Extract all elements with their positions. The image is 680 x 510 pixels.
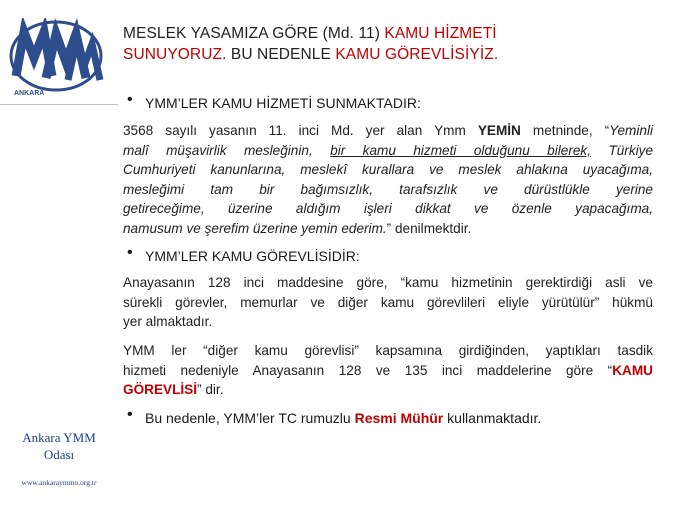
text-italic: getireceğime, üzerine aldığım işleri dikkat ve özenle yapacağıma, [123, 201, 653, 217]
title-part: . BU NEDENLE [222, 46, 336, 63]
bullet-dot-icon: • [127, 244, 133, 261]
title-highlight: KAMU GÖREVLİSİYİZ. [335, 46, 499, 63]
text-italic: namusum ve şerefim üzerine yemin ederim. [123, 220, 387, 236]
ymm-logo [6, 18, 106, 100]
text-italic: mesleğimi tam bir bağımsızlık, tarafsızlık ve dürüstlükle yerine [123, 181, 653, 197]
text-italic: Cumhuriyeti kanunlarına, meslekî kurallara ve meslek ahlakına uyacağıma, [123, 162, 653, 178]
text-span: ” dir. [197, 382, 224, 398]
slide-title [123, 23, 655, 65]
text-line: Anayasanın 128 inci maddesine göre, “kamu hizmetinin gerektirdiği asli ve [123, 275, 653, 290]
text-italic: Türkiye [591, 142, 654, 158]
paragraph-public-officer [123, 341, 653, 400]
sidebar [0, 0, 118, 510]
text-line: sürekli görevler, memurlar ve diğer kamu görevlileri eliyle yürütülür” hükmü [123, 294, 653, 310]
bullet-dot-icon: • [127, 91, 133, 108]
bullet-3-text [145, 409, 541, 427]
bullet-2-text: YMM’LER KAMU GÖREVLİSİDİR: [145, 248, 360, 264]
title-part: MESLEK YASAMIZA GÖRE (Md. 11) [123, 25, 385, 42]
org-name-line1: Ankara YMM [22, 430, 96, 445]
text-italic: malî müşavirlik mesleğinin, [123, 142, 331, 158]
text-span: 3568 sayılı yasanın 11. inci Md. yer alan Ymm [123, 123, 478, 138]
text-span: kullanmaktadır. [443, 410, 542, 426]
paragraph-constitution [123, 273, 653, 332]
text-italic: Yeminli [609, 123, 653, 138]
text-underlined: bir kamu hizmeti olduğunu bilerek, [330, 142, 592, 158]
text-span: metninde, “ [520, 123, 610, 138]
org-url[interactable]: www.ankaraymmo.org.tr [21, 478, 97, 487]
text-highlight: GÖREVLİSİ [123, 382, 198, 398]
text-bold: YEMİN [477, 123, 521, 138]
bullet-1-text: YMM’LER KAMU HİZMETİ SUNMAKTADIR: [145, 95, 421, 111]
divider [0, 104, 118, 105]
text-line: YMM ler “diğer kamu görevlisi” kapsamına girdiğinden, yaptıkları tasdik [123, 343, 653, 358]
text-span: Bu nedenle, YMM’ler TC rumuzlu [145, 410, 355, 426]
text-highlight: Resmi Mühür [354, 410, 444, 426]
logo-caption: ANKARA [14, 90, 45, 97]
org-name-line2: Odası [43, 447, 75, 462]
text-span: hizmeti nedeniyle Anayasanın 128 ve 135 inci maddelerine göre “ [123, 362, 613, 378]
paragraph-oath [123, 121, 653, 239]
title-highlight: SUNUYORUZ [123, 46, 223, 63]
title-highlight: KAMU HİZMETİ [384, 25, 497, 42]
bullet-dot-icon: • [127, 406, 133, 423]
org-name [0, 429, 118, 463]
text-line: yer almaktadır. [123, 314, 213, 330]
text-highlight: KAMU [612, 362, 653, 378]
text-span: ” denilmektdir. [386, 220, 472, 236]
